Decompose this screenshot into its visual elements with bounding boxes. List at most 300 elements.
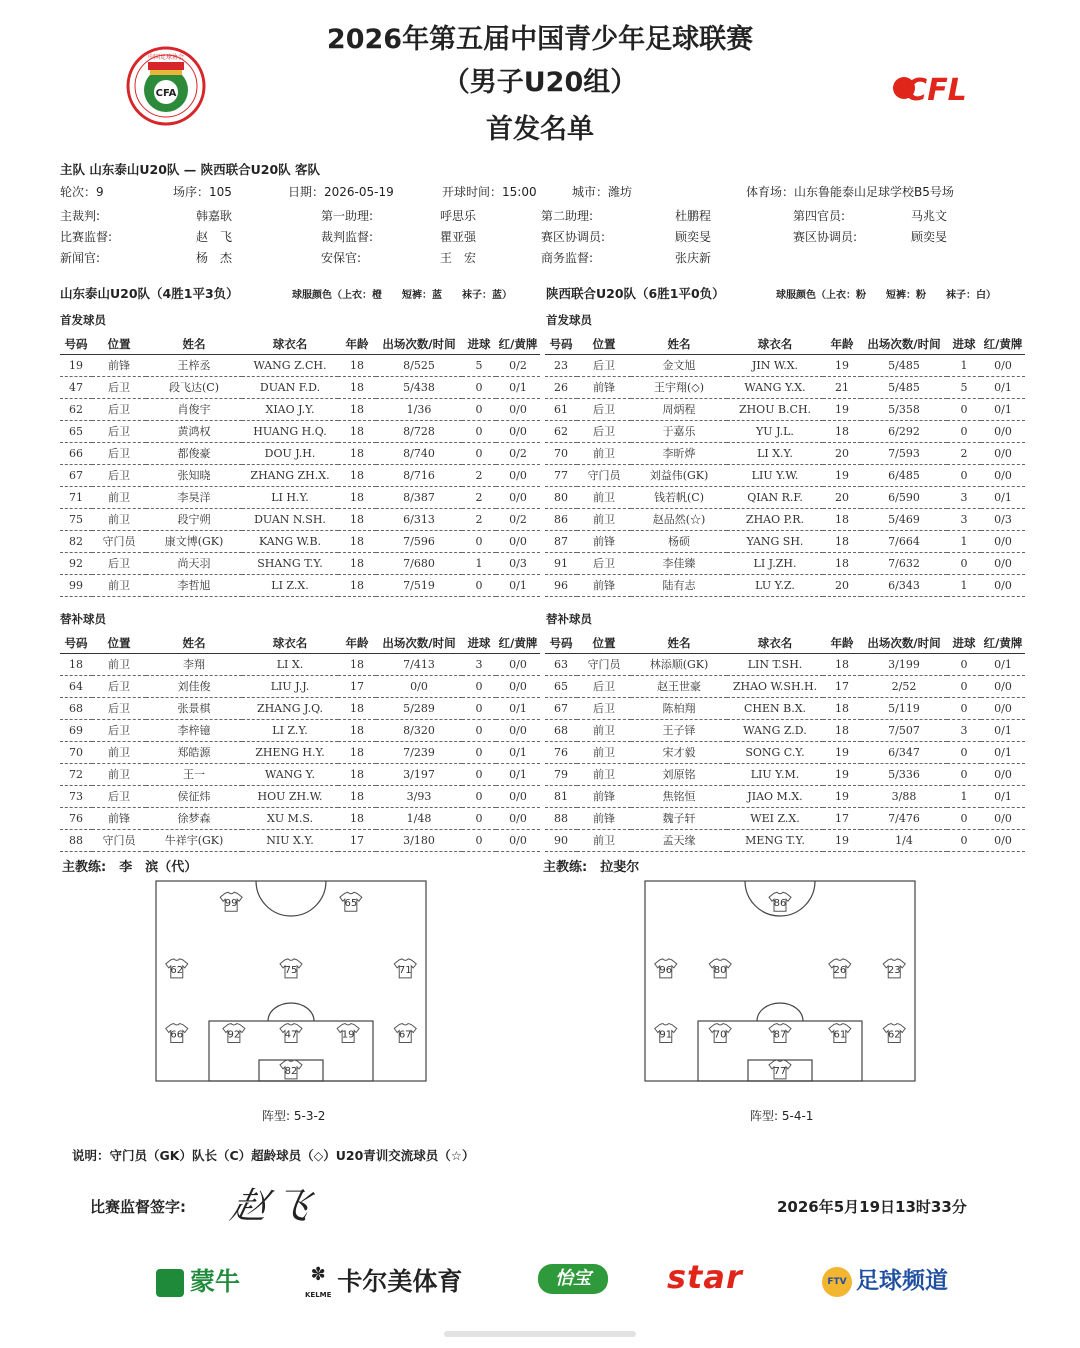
cell-goals: 2: [462, 486, 496, 508]
away-sub-row: [545, 763, 1025, 785]
away-starter-row: [545, 398, 1025, 420]
venue: 体育场：山东鲁能泰山足球学校B5号场: [746, 185, 954, 199]
column-header-cards: 红/黄牌: [981, 334, 1025, 354]
cell-goals: 1: [947, 530, 981, 552]
cell-position: 前卫: [92, 574, 146, 596]
cell-age: 19: [823, 398, 861, 420]
column-header-age: 年龄: [338, 633, 376, 653]
column-header-shirt-name: 球衣名: [727, 334, 823, 354]
cell-age: 18: [338, 420, 376, 442]
cell-name: 钱若帆(C): [631, 486, 727, 508]
official-label: 主裁判:: [60, 209, 101, 223]
cell-name: 尚天羽: [146, 552, 242, 574]
home-indicator-bar[interactable]: [444, 1331, 636, 1337]
cell-name: 林添顺(GK): [631, 653, 727, 675]
player-shirt-number: 87: [773, 1029, 787, 1041]
cell-name: 陆有志: [631, 574, 727, 596]
cell-shirt-name: ZHAO P.R.: [727, 508, 823, 530]
cell-shirt-name: NIU X.Y.: [242, 829, 338, 851]
player-shirt-number: 47: [284, 1029, 298, 1041]
cell-goals: 0: [462, 763, 496, 785]
player-shirt-number: 82: [284, 1065, 298, 1077]
home-formation: 阵型: 5-3-2: [262, 1109, 326, 1123]
cell-name: 魏子轩: [631, 807, 727, 829]
cell-shirt-name: DUAN F.D.: [242, 376, 338, 398]
cell-number: 80: [545, 486, 577, 508]
cell-position: 前卫: [577, 442, 631, 464]
cell-position: 前卫: [92, 741, 146, 763]
cell-number: 18: [60, 653, 92, 675]
cell-name: 李昊洋: [146, 486, 242, 508]
cell-cards: 0/2: [496, 354, 540, 376]
official-value: 张庆新: [675, 251, 712, 265]
official-label: 第一助理:: [321, 209, 374, 223]
player-shirt-icon: [769, 1060, 791, 1079]
cell-number: 67: [545, 697, 577, 719]
away-starter-row: [545, 574, 1025, 596]
cell-position: 后卫: [577, 398, 631, 420]
cell-name: 孟天缘: [631, 829, 727, 851]
cell-name: 黄鸿权: [146, 420, 242, 442]
cell-age: 17: [338, 675, 376, 697]
sponsor-cestbon-logo: 怡宝: [538, 1264, 608, 1294]
cell-age: 17: [338, 829, 376, 851]
cell-age: 18: [823, 530, 861, 552]
cell-cards: 0/1: [981, 653, 1025, 675]
cell-goals: 0: [462, 530, 496, 552]
column-header-cards: 红/黄牌: [496, 633, 540, 653]
cell-shirt-name: LI X.Y.: [727, 442, 823, 464]
cell-position: 守门员: [577, 464, 631, 486]
player-shirt-icon: [280, 1024, 302, 1043]
cell-cards: 0/1: [981, 785, 1025, 807]
cell-appearances: 5/485: [861, 376, 947, 398]
cell-goals: 0: [462, 741, 496, 763]
cell-position: 前卫: [577, 741, 631, 763]
player-shirt-icon: [280, 959, 302, 978]
cell-age: 18: [823, 508, 861, 530]
cell-position: 前卫: [92, 486, 146, 508]
cell-name: 周炳程: [631, 398, 727, 420]
player-shirt-number: 77: [773, 1065, 787, 1077]
cell-number: 70: [545, 442, 577, 464]
cell-cards: 0/0: [496, 785, 540, 807]
official-value: 韩嘉耿: [196, 209, 233, 223]
cell-shirt-name: LIU J.J.: [242, 675, 338, 697]
away-starter-row: [545, 552, 1025, 574]
cell-goals: 3: [947, 508, 981, 530]
cell-shirt-name: DUAN N.SH.: [242, 508, 338, 530]
cell-shirt-name: QIAN R.F.: [727, 486, 823, 508]
home-subs-table: [60, 633, 540, 852]
player-shirt-number: 71: [398, 964, 412, 976]
center-circle-arc: [256, 881, 326, 916]
player-shirt-icon: [655, 1024, 677, 1043]
cell-cards: 0/0: [981, 829, 1025, 851]
cfa-logo-text: CFA: [155, 88, 177, 99]
cell-age: 19: [823, 763, 861, 785]
cell-name: 于嘉乐: [631, 420, 727, 442]
cell-shirt-name: SHANG T.Y.: [242, 552, 338, 574]
cell-shirt-name: LI X.: [242, 653, 338, 675]
cell-appearances: 7/413: [376, 653, 462, 675]
cell-shirt-name: ZHAO W.SH.H.: [727, 675, 823, 697]
cell-appearances: 7/507: [861, 719, 947, 741]
away-team-name: 陕西联合U20队（6胜1平0负）: [546, 286, 725, 301]
cell-appearances: 1/48: [376, 807, 462, 829]
player-shirt-icon: [337, 1024, 359, 1043]
cell-name: 段宁朔: [146, 508, 242, 530]
cell-number: 65: [60, 420, 92, 442]
cell-goals: 3: [947, 486, 981, 508]
column-header-name: 姓名: [631, 633, 727, 653]
away-formation-pitch: [644, 880, 916, 1082]
cell-appearances: 3/197: [376, 763, 462, 785]
cell-shirt-name: LI Z.Y.: [242, 719, 338, 741]
cell-age: 19: [823, 741, 861, 763]
mengniu-icon: [156, 1269, 184, 1297]
cell-shirt-name: HUANG H.Q.: [242, 420, 338, 442]
cell-position: 前锋: [577, 530, 631, 552]
cell-goals: 0: [462, 807, 496, 829]
cell-appearances: 6/292: [861, 420, 947, 442]
match-no: 场序：105: [173, 185, 232, 199]
player-shirt-number: 86: [773, 898, 787, 910]
official-value: 杜鹏程: [675, 209, 712, 223]
cell-goals: 0: [462, 785, 496, 807]
official-value: 杨 杰: [196, 251, 233, 265]
away-starter-row: [545, 508, 1025, 530]
cell-cards: 0/0: [981, 697, 1025, 719]
cell-goals: 0: [462, 675, 496, 697]
cell-shirt-name: SONG C.Y.: [727, 741, 823, 763]
cell-number: 67: [60, 464, 92, 486]
cell-cards: 0/3: [496, 552, 540, 574]
official-label: 裁判监督:: [321, 230, 374, 244]
cell-appearances: 5/358: [861, 398, 947, 420]
cell-shirt-name: ZHOU B.CH.: [727, 398, 823, 420]
sponsor-ftv-logo: FTV 足球频道: [822, 1262, 948, 1297]
column-header-goals: 进球: [947, 633, 981, 653]
cell-appearances: 5/289: [376, 697, 462, 719]
cell-goals: 0: [462, 697, 496, 719]
cell-appearances: 7/476: [861, 807, 947, 829]
away-starter-row: [545, 464, 1025, 486]
cell-goals: 0: [947, 552, 981, 574]
cell-appearances: 6/485: [861, 464, 947, 486]
player-shirt-icon: [340, 892, 362, 911]
home-coach: 主教练: 李 滨（代）: [62, 860, 198, 875]
cell-number: 64: [60, 675, 92, 697]
cell-goals: 5: [462, 354, 496, 376]
cell-shirt-name: ZHANG J.Q.: [242, 697, 338, 719]
cell-appearances: 5/469: [861, 508, 947, 530]
cell-cards: 0/0: [981, 442, 1025, 464]
cell-shirt-name: WANG Z.CH.: [242, 354, 338, 376]
player-shirt-icon: [655, 959, 677, 978]
home-starter-row: [60, 376, 540, 398]
cell-age: 18: [338, 376, 376, 398]
cell-appearances: 7/664: [861, 530, 947, 552]
cell-cards: 0/0: [981, 807, 1025, 829]
cell-position: 前锋: [577, 376, 631, 398]
cell-name: 肖俊宇: [146, 398, 242, 420]
cell-shirt-name: LI H.Y.: [242, 486, 338, 508]
away-sub-row: [545, 653, 1025, 675]
cell-position: 后卫: [577, 675, 631, 697]
cell-cards: 0/1: [981, 486, 1025, 508]
cell-position: 后卫: [577, 420, 631, 442]
cell-cards: 0/0: [981, 530, 1025, 552]
title-line-3: 首发名单: [486, 114, 594, 145]
cell-goals: 2: [947, 442, 981, 464]
cell-cards: 0/1: [496, 574, 540, 596]
cell-shirt-name: KANG W.B.: [242, 530, 338, 552]
cell-number: 69: [60, 719, 92, 741]
home-kit-colors: 球服颜色（上衣：橙 短裤：蓝 袜子：蓝）: [292, 290, 512, 301]
cell-name: 张知晓: [146, 464, 242, 486]
column-header-position: 位置: [92, 633, 146, 653]
cell-goals: 1: [947, 574, 981, 596]
home-starter-row: [60, 420, 540, 442]
cell-name: 王子铎: [631, 719, 727, 741]
cell-number: 62: [60, 398, 92, 420]
cell-number: 47: [60, 376, 92, 398]
player-shirt-icon: [394, 959, 416, 978]
away-formation: 阵型: 5-4-1: [750, 1109, 814, 1123]
official-label: 第二助理:: [541, 209, 594, 223]
cell-age: 18: [338, 697, 376, 719]
column-header-cards: 红/黄牌: [981, 633, 1025, 653]
cell-goals: 0: [462, 398, 496, 420]
cell-number: 91: [545, 552, 577, 574]
cell-position: 后卫: [92, 675, 146, 697]
cell-cards: 0/2: [496, 442, 540, 464]
cell-shirt-name: LIU Y.M.: [727, 763, 823, 785]
cell-shirt-name: LIU Y.W.: [727, 464, 823, 486]
cell-cards: 0/0: [496, 719, 540, 741]
player-shirt-number: 19: [341, 1029, 355, 1041]
cell-goals: 0: [462, 376, 496, 398]
cell-position: 后卫: [92, 464, 146, 486]
cell-appearances: 3/93: [376, 785, 462, 807]
cell-goals: 1: [462, 552, 496, 574]
official-label: 商务监督:: [541, 251, 594, 265]
away-subs-table: [545, 633, 1025, 852]
column-header-shirt-name: 球衣名: [242, 633, 338, 653]
cell-age: 18: [338, 398, 376, 420]
home-starters-table: [60, 334, 540, 597]
cell-age: 20: [823, 486, 861, 508]
cell-number: 90: [545, 829, 577, 851]
cell-appearances: 5/485: [861, 354, 947, 376]
cell-goals: 0: [947, 807, 981, 829]
player-shirt-number: 96: [659, 964, 673, 976]
cell-appearances: 8/387: [376, 486, 462, 508]
cell-number: 81: [545, 785, 577, 807]
cell-cards: 0/1: [981, 719, 1025, 741]
player-shirt-number: 61: [833, 1029, 847, 1041]
cell-age: 18: [823, 719, 861, 741]
cell-name: 金文旭: [631, 354, 727, 376]
cell-goals: 0: [947, 829, 981, 851]
cell-number: 65: [545, 675, 577, 697]
column-header-position: 位置: [577, 334, 631, 354]
column-header-appearances: 出场次数/时间: [376, 334, 462, 354]
column-header-goals: 进球: [947, 334, 981, 354]
home-starter-row: [60, 508, 540, 530]
official-value: 王 宏: [440, 251, 477, 265]
penalty-arc: [757, 1003, 803, 1021]
official-label: 比赛监督:: [60, 230, 113, 244]
cell-appearances: 8/728: [376, 420, 462, 442]
cell-appearances: 5/336: [861, 763, 947, 785]
cell-goals: 0: [947, 741, 981, 763]
cell-goals: 3: [462, 653, 496, 675]
cell-cards: 0/0: [981, 552, 1025, 574]
cell-goals: 0: [947, 697, 981, 719]
cell-position: 后卫: [92, 697, 146, 719]
cell-cards: 0/0: [496, 675, 540, 697]
column-header-appearances: 出场次数/时间: [861, 334, 947, 354]
cell-position: 前锋: [577, 785, 631, 807]
away-sub-row: [545, 697, 1025, 719]
cell-position: 守门员: [577, 653, 631, 675]
cell-cards: 0/1: [981, 376, 1025, 398]
cell-cards: 0/0: [496, 653, 540, 675]
cell-goals: 0: [947, 653, 981, 675]
kickoff-time: 开球时间：15:00: [442, 185, 537, 199]
cell-appearances: 7/632: [861, 552, 947, 574]
cell-appearances: 6/343: [861, 574, 947, 596]
cell-cards: 0/1: [496, 763, 540, 785]
cell-age: 18: [338, 741, 376, 763]
cell-number: 73: [60, 785, 92, 807]
cell-position: 前卫: [92, 653, 146, 675]
player-shirt-icon: [223, 1024, 245, 1043]
cell-appearances: 3/180: [376, 829, 462, 851]
cell-position: 后卫: [577, 552, 631, 574]
cell-goals: 1: [947, 354, 981, 376]
column-header-cards: 红/黄牌: [496, 334, 540, 354]
cell-goals: 0: [462, 574, 496, 596]
cell-name: 都俊豪: [146, 442, 242, 464]
cell-name: 王宇翔(◇): [631, 376, 727, 398]
cell-position: 前锋: [577, 574, 631, 596]
title-line-2: （男子U20组）: [442, 67, 638, 98]
cell-age: 21: [823, 376, 861, 398]
cell-number: 26: [545, 376, 577, 398]
cell-age: 18: [338, 442, 376, 464]
cell-number: 63: [545, 653, 577, 675]
home-starter-row: [60, 354, 540, 376]
home-starter-row: [60, 398, 540, 420]
home-starter-row: [60, 442, 540, 464]
cell-number: 96: [545, 574, 577, 596]
cell-appearances: 3/88: [861, 785, 947, 807]
cell-position: 前锋: [92, 354, 146, 376]
cell-goals: 2: [462, 508, 496, 530]
home-formation-pitch: [155, 880, 427, 1082]
official-value: 呼思乐: [440, 209, 477, 223]
home-subs-label: 替补球员: [60, 612, 106, 626]
player-shirt-icon: [769, 892, 791, 911]
cell-name: 刘益伟(GK): [631, 464, 727, 486]
legend-note: 说明：守门员（GK）队长（C）超龄球员（◇）U20青训交流球员（☆）: [72, 1148, 475, 1163]
cell-cards: 0/0: [496, 398, 540, 420]
away-starter-row: [545, 486, 1025, 508]
cell-position: 前锋: [92, 807, 146, 829]
cell-position: 后卫: [577, 697, 631, 719]
cell-position: 后卫: [92, 376, 146, 398]
cell-age: 19: [823, 785, 861, 807]
away-starter-row: [545, 376, 1025, 398]
cell-age: 18: [823, 552, 861, 574]
cell-name: 徐梦森: [146, 807, 242, 829]
cell-name: 段飞达(C): [146, 376, 242, 398]
official-label: 第四官员:: [793, 209, 846, 223]
cell-age: 18: [338, 653, 376, 675]
cell-appearances: 6/347: [861, 741, 947, 763]
away-kit-colors: 球服颜色（上衣：粉 短裤：粉 袜子：白）: [776, 290, 996, 301]
player-shirt-icon: [829, 959, 851, 978]
away-sub-row: [545, 785, 1025, 807]
cell-shirt-name: YANG SH.: [727, 530, 823, 552]
official-value: 马兆文: [911, 209, 948, 223]
away-sub-row: [545, 829, 1025, 851]
player-shirt-icon: [280, 1060, 302, 1079]
official-label: 赛区协调员:: [793, 230, 858, 244]
column-header-appearances: 出场次数/时间: [376, 633, 462, 653]
cell-cards: 0/1: [496, 741, 540, 763]
cell-shirt-name: LI Z.X.: [242, 574, 338, 596]
cell-position: 前卫: [577, 763, 631, 785]
player-shirt-number: 92: [227, 1029, 241, 1041]
cell-shirt-name: WANG Y.: [242, 763, 338, 785]
home-sub-row: [60, 719, 540, 741]
cell-age: 18: [338, 354, 376, 376]
cell-appearances: 6/590: [861, 486, 947, 508]
cell-number: 82: [60, 530, 92, 552]
cell-name: 王梓丞: [146, 354, 242, 376]
home-sub-row: [60, 763, 540, 785]
cell-age: 18: [823, 653, 861, 675]
player-shirt-icon: [883, 959, 905, 978]
cell-position: 前卫: [92, 763, 146, 785]
player-shirt-number: 65: [344, 898, 358, 910]
cell-appearances: 7/593: [861, 442, 947, 464]
cell-number: 23: [545, 354, 577, 376]
sponsor-mengniu-logo: 蒙牛: [156, 1262, 240, 1298]
cell-cards: 0/0: [981, 574, 1025, 596]
cell-shirt-name: LU Y.Z.: [727, 574, 823, 596]
cell-goals: 0: [947, 420, 981, 442]
home-sub-row: [60, 697, 540, 719]
cell-position: 后卫: [577, 354, 631, 376]
home-starter-row: [60, 574, 540, 596]
away-sub-row: [545, 719, 1025, 741]
away-starters-table: [545, 334, 1025, 597]
title-line-1: 2026年第五届中国青少年足球联赛: [326, 24, 754, 55]
cell-cards: 0/0: [981, 675, 1025, 697]
away-sub-row: [545, 675, 1025, 697]
official-value: 赵 飞: [196, 230, 233, 244]
away-starter-row: [545, 442, 1025, 464]
official-value: 瞿亚强: [440, 230, 477, 244]
cell-shirt-name: DOU J.H.: [242, 442, 338, 464]
cell-number: 77: [545, 464, 577, 486]
column-header-goals: 进球: [462, 334, 496, 354]
